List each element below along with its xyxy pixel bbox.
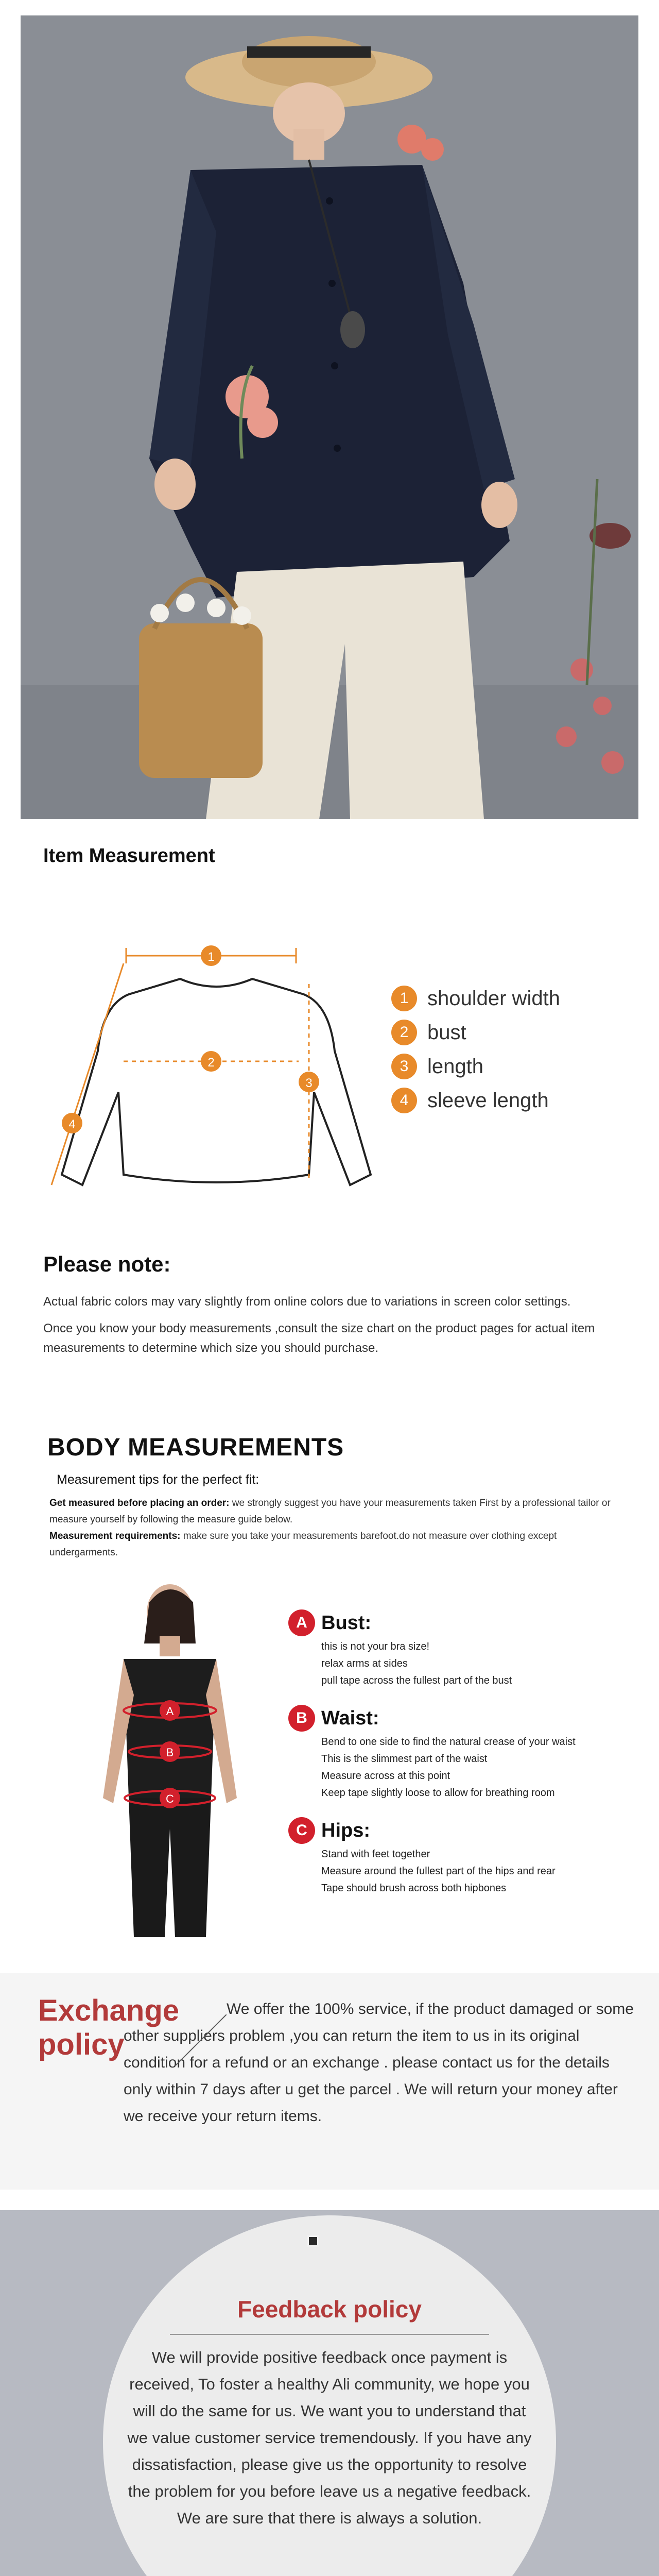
guide-line: Keep tape slightly loose to allow for breathing room [321,1787,555,1799]
legend-label: bust [427,1021,466,1044]
guide-line: pull tape across the fullest part of the bust [321,1675,512,1686]
guide-title: Bust: [321,1612,372,1634]
feedback-divider [170,2334,489,2335]
legend-number: 4 [391,1088,417,1113]
slash-divider-icon [175,2014,227,2066]
legend-number: 1 [391,986,417,1011]
measurement-guide-hips [288,1815,649,1897]
measurement-guide-waist [288,1703,649,1802]
please-note-heading: Please note: [43,1252,171,1276]
tip-label: Get measured before placing an order: [49,1498,230,1509]
guide-line: Measure around the fullest part of the hips and rear [321,1866,556,1877]
legend-item [391,1083,618,1117]
svg-text:3: 3 [305,1076,313,1090]
feedback-policy-title: Feedback policy [237,2296,422,2323]
guide-line: Bend to one side to find the natural crease of your waist [321,1736,576,1748]
svg-text:C: C [166,1792,174,1805]
tips-title: Measurement tips for the perfect fit: [57,1472,259,1487]
legend-item [391,1015,618,1049]
guide-line: Tape should brush across both hipbones [321,1883,507,1894]
guide-line: This is the slimmest part of the waist [321,1753,488,1765]
item-measurement-section [0,824,659,1236]
svg-text:1: 1 [207,950,215,964]
legend-label: sleeve length [427,1089,549,1112]
svg-text:A: A [166,1705,174,1718]
svg-text:4: 4 [68,1117,76,1131]
legend-label: shoulder width [427,987,560,1010]
tips-text [49,1495,621,1561]
guide-line: Measure across at this point [321,1770,450,1782]
svg-text:2: 2 [207,1056,215,1070]
exchange-policy-text: We offer the 100% service, if the product damaged or some other suppliers problem ,you can return the item to us in its original condition for a refund or an exchange . please contact us for the details only within 7 days after u get the parcel . We will return your money after we receive your return items. [124,2001,634,2125]
legend-label: length [427,1055,483,1078]
exchange-policy-section [0,1973,659,2190]
svg-text:B: B [166,1746,174,1759]
guide-line: relax arms at sides [321,1658,408,1669]
guide-title: Hips: [321,1819,370,1841]
legend-number: 3 [391,1054,417,1079]
body-measurements-heading: BODY MEASUREMENTS [47,1434,344,1461]
guide-badge: A [288,1609,315,1636]
legend-item [391,1049,618,1083]
item-measurement-heading: Item Measurement [43,845,215,867]
measurement-guide-list [288,1607,649,1910]
legend-number: 2 [391,1020,417,1045]
note-paragraph: Once you know your body measurements ,consult the size chart on the product pages for actual item measurements to determine which size you should purchase. [43,1321,595,1355]
product-photo [21,15,638,819]
note-paragraph: Actual fabric colors may vary slightly from online colors due to variations in screen color settings. [43,1295,571,1309]
tip-text: make sure you take your measurements barefoot.do not measure over clothing except undergarments. [49,1531,557,1558]
guide-badge: C [288,1817,315,1844]
measurement-guide-bust [288,1607,649,1689]
guide-title: Waist: [321,1707,379,1729]
exchange-title-line: Exchange [38,1994,179,2027]
pin-icon [307,2235,319,2247]
tip-label: Measurement requirements: [49,1531,181,1541]
guide-badge: B [288,1705,315,1732]
model-figure [77,1582,263,1937]
feedback-policy-section [0,2210,659,2576]
legend-item [391,981,618,1015]
exchange-policy-title [38,1994,179,2062]
shirt-measurement-diagram [41,907,381,1195]
guide-line: this is not your bra size! [321,1641,430,1652]
exchange-title-line: policy [38,2028,125,2061]
guide-line: Stand with feet together [321,1849,430,1860]
tip-text: we strongly suggest you have your measurements taken First by a professional tailor or measure yourself by following the measure guide below. [49,1498,611,1525]
body-measurements-section [0,1412,659,1958]
please-note-section [43,1252,625,1365]
measurement-legend [391,981,618,1117]
feedback-policy-text: We will provide positive feedback once payment is received, To foster a healthy Ali community, we hope you will do the same for us. We want you to understand that we value customer service tremendously. If you have any dissatisfaction, please give us the opportunity to resolve the problem for you before leave us a negative feedback. We are sure that there is always a solution. [127,2348,532,2527]
